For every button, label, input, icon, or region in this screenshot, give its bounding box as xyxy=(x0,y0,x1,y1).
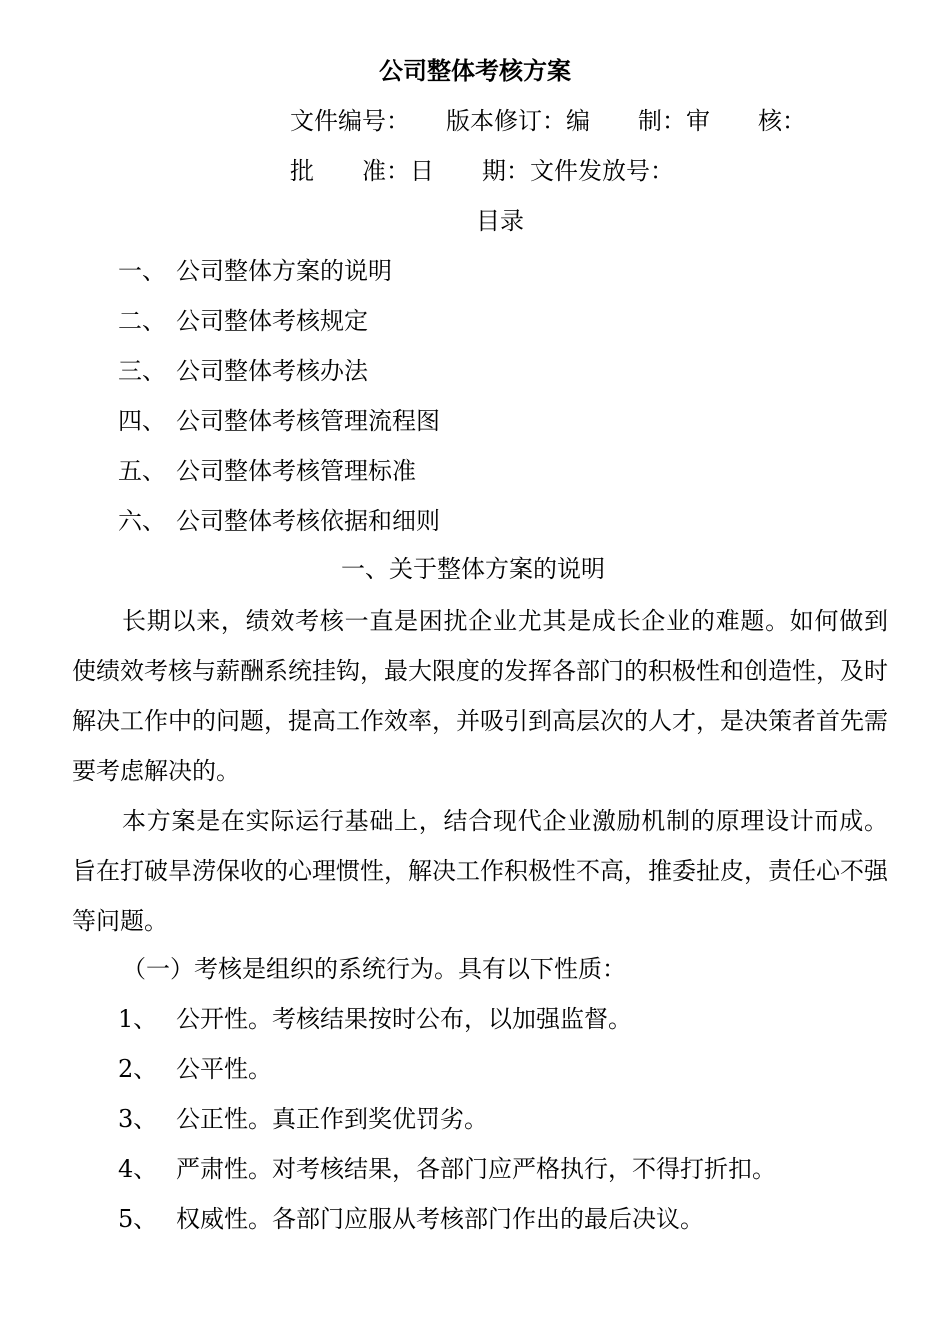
toc-item xyxy=(118,506,440,536)
list-item-number: 4、 xyxy=(118,1155,158,1183)
list-item-text: 严肃性。对考核结果，各部门应严格执行，不得打折扣。 xyxy=(176,1155,776,1183)
body-paragraph-2: 本方案是在实际运行基础上，结合现代企业激励机制的原理设计而成。旨在打破旱涝保收的心理惯性，解决工作积极性不高，推委扯皮，责任心不强等问题。 xyxy=(72,807,888,935)
toc-item-text: 公司整体方案的说明 xyxy=(176,257,392,285)
list-item xyxy=(118,1104,488,1134)
toc-item-text: 公司整体考核管理标准 xyxy=(176,457,416,485)
list-item-number: 3、 xyxy=(118,1105,158,1133)
toc-item-number: 四、 xyxy=(118,407,166,435)
toc-item xyxy=(118,406,440,436)
toc-item-number: 二、 xyxy=(118,307,166,335)
body-paragraph-1: 长期以来，绩效考核一直是困扰企业尤其是成长企业的难题。如何做到使绩效考核与薪酬系统挂钩，最大限度的发挥各部门的积极性和创造性，及时解决工作中的问题，提高工作效率，并吸引到高层次的人才，是决策者首先需要考虑解决的。 xyxy=(72,607,888,785)
list-item xyxy=(118,1204,704,1234)
toc-item xyxy=(118,356,368,386)
list-item-text: 公开性。考核结果按时公布，以加强监督。 xyxy=(176,1005,632,1033)
list-item-text: 权威性。各部门应服从考核部门作出的最后决议。 xyxy=(176,1205,704,1233)
toc-item-number: 六、 xyxy=(118,507,166,535)
list-item-text: 公正性。真正作到奖优罚劣。 xyxy=(176,1105,488,1133)
toc-item xyxy=(118,456,416,486)
toc-item-number: 三、 xyxy=(118,357,166,385)
toc-item-text: 公司整体考核办法 xyxy=(176,357,368,385)
toc-heading: 目录 xyxy=(476,207,524,235)
document-title: 公司整体考核方案 xyxy=(379,56,571,85)
list-item-number: 5、 xyxy=(118,1205,158,1233)
list-item xyxy=(118,1054,272,1084)
list-item-number: 1、 xyxy=(118,1005,158,1033)
toc-item-text: 公司整体考核依据和细则 xyxy=(176,507,440,535)
document-meta-line-1: 文件编号： 版本修订：编 制：审 核： xyxy=(290,107,806,135)
list-item-text: 公平性。 xyxy=(176,1055,272,1083)
list-item-number: 2、 xyxy=(118,1055,158,1083)
list-item xyxy=(118,1004,632,1034)
toc-item-text: 公司整体考核规定 xyxy=(176,307,368,335)
toc-item-number: 一、 xyxy=(118,257,166,285)
document-meta-line-2: 批 准：日 期：文件发放号： xyxy=(290,157,674,185)
toc-item xyxy=(118,306,368,336)
toc-item-number: 五、 xyxy=(118,457,166,485)
sub-heading: （一）考核是组织的系统行为。具有以下性质： xyxy=(122,955,626,983)
toc-item xyxy=(118,256,392,286)
list-item xyxy=(118,1154,776,1184)
toc-item-text: 公司整体考核管理流程图 xyxy=(176,407,440,435)
section-heading: 一、关于整体方案的说明 xyxy=(341,555,605,583)
